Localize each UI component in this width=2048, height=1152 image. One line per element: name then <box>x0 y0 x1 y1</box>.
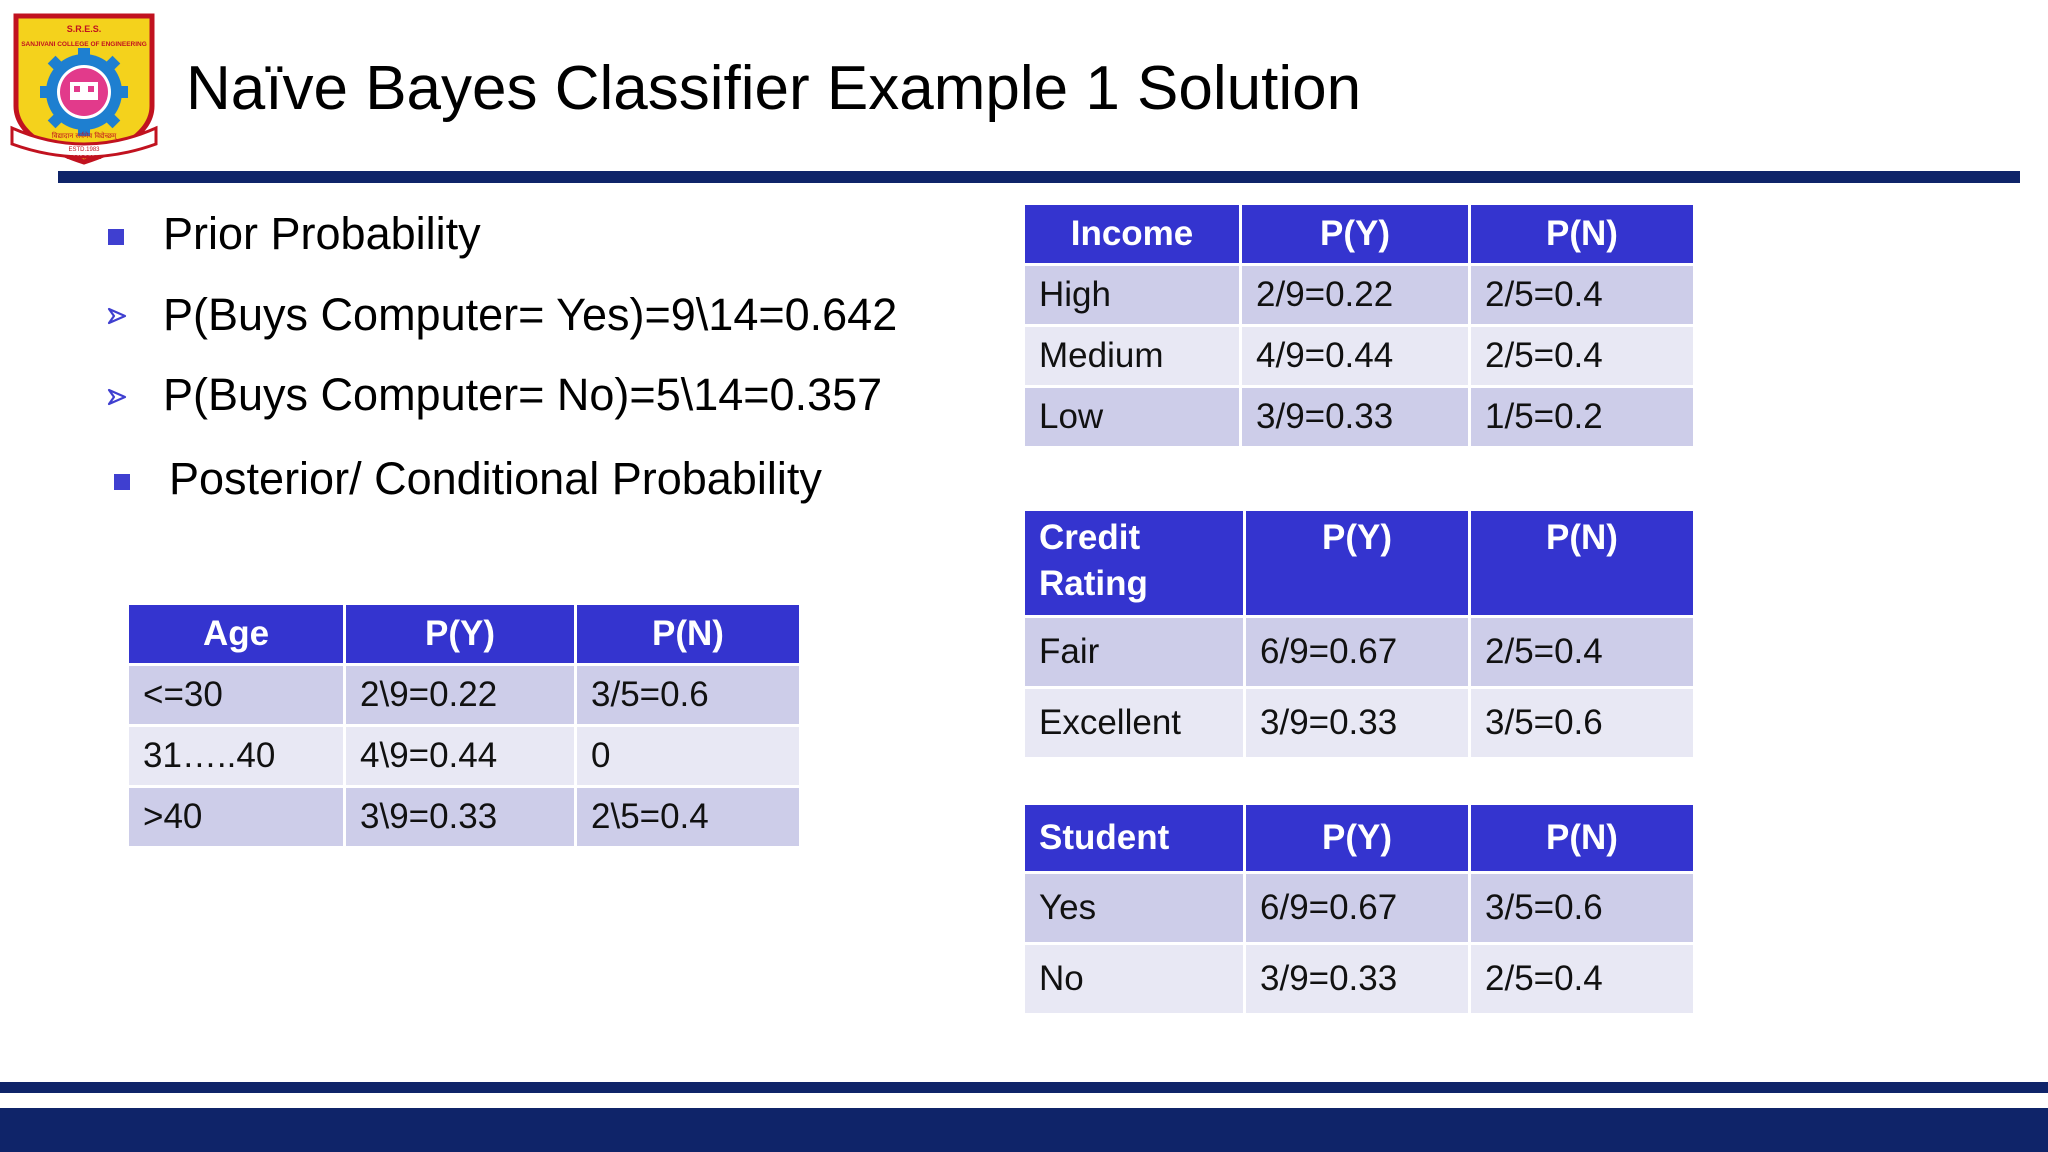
table-cell: 4\9=0.44 <box>346 727 574 785</box>
column-header: P(N) <box>1471 805 1693 871</box>
table-cell: Excellent <box>1025 689 1243 757</box>
table-cell: 3/9=0.33 <box>1246 945 1468 1013</box>
column-header: Credit Rating <box>1025 511 1243 615</box>
bullet-prob-yes: P(Buys Computer= Yes)=9\14=0.642 <box>163 289 898 340</box>
table-cell: 31…..40 <box>129 727 343 785</box>
square-bullet-icon <box>114 474 130 490</box>
table-row <box>1025 874 1693 942</box>
table-row <box>1025 266 1693 324</box>
table-cell: Medium <box>1025 327 1239 385</box>
column-header: P(N) <box>577 605 799 663</box>
table-header-row <box>1025 205 1693 263</box>
column-header: Student <box>1025 805 1243 871</box>
column-header: Income <box>1025 205 1239 263</box>
column-header: P(Y) <box>346 605 574 663</box>
table-row <box>129 666 799 724</box>
logo-place: KOPARGAON <box>66 155 102 161</box>
table-cell: 3/5=0.6 <box>1471 874 1693 942</box>
table-cell: 2/5=0.4 <box>1471 327 1693 385</box>
age-probability-table <box>126 602 802 849</box>
column-header: P(Y) <box>1246 805 1468 871</box>
table-cell: Yes <box>1025 874 1243 942</box>
table-cell: 2\9=0.22 <box>346 666 574 724</box>
table-cell: <=30 <box>129 666 343 724</box>
college-logo <box>4 10 164 168</box>
table-header-row <box>1025 805 1693 871</box>
table-cell: 3/5=0.6 <box>577 666 799 724</box>
table-row <box>1025 388 1693 446</box>
logo-motto: विद्यादान सर्वमेव विद्येच्छम् <box>51 132 117 140</box>
logo-estd: ESTD.1983 <box>68 147 100 153</box>
footer-thin-bar <box>0 1082 2048 1093</box>
bullet-prior-probability: Prior Probability <box>163 208 481 259</box>
table-cell: 0 <box>577 727 799 785</box>
column-header: Age <box>129 605 343 663</box>
table-cell: 3\9=0.33 <box>346 788 574 846</box>
column-header: P(Y) <box>1246 511 1468 615</box>
table-row <box>1025 618 1693 686</box>
table-header-row <box>129 605 799 663</box>
bullet-prob-no: P(Buys Computer= No)=5\14=0.357 <box>163 369 883 420</box>
footer-thick-bar <box>0 1108 2048 1152</box>
table-cell: High <box>1025 266 1239 324</box>
column-header: P(Y) <box>1242 205 1468 263</box>
table-cell: 6/9=0.67 <box>1246 874 1468 942</box>
student-probability-table <box>1022 802 1696 1016</box>
table-cell: 6/9=0.67 <box>1246 618 1468 686</box>
table-cell: 3/9=0.33 <box>1246 689 1468 757</box>
gear-icon <box>40 48 128 136</box>
bullet-posterior-probability: Posterior/ Conditional Probability <box>169 453 822 504</box>
table-cell: 3/5=0.6 <box>1471 689 1693 757</box>
table-row <box>1025 689 1693 757</box>
table-cell: 2/5=0.4 <box>1471 945 1693 1013</box>
column-header: P(N) <box>1471 511 1693 615</box>
table-cell: 3/9=0.33 <box>1242 388 1468 446</box>
income-probability-table <box>1022 202 1696 449</box>
column-header: P(N) <box>1471 205 1693 263</box>
table-cell: 2\5=0.4 <box>577 788 799 846</box>
table-cell: 1/5=0.2 <box>1471 388 1693 446</box>
table-cell: 2/5=0.4 <box>1471 618 1693 686</box>
title-underline <box>58 171 2020 183</box>
table-row <box>1025 945 1693 1013</box>
table-cell: Fair <box>1025 618 1243 686</box>
table-cell: No <box>1025 945 1243 1013</box>
table-header-row <box>1025 511 1693 615</box>
square-bullet-icon <box>108 229 124 245</box>
table-row <box>1025 327 1693 385</box>
slide-title: Naïve Bayes Classifier Example 1 Solution <box>186 54 1362 123</box>
logo-top-text: S.R.E.S. <box>66 24 102 34</box>
logo-college-name: SANJIVANI COLLEGE OF ENGINEERING <box>21 41 147 48</box>
table-cell: 2/9=0.22 <box>1242 266 1468 324</box>
table-cell: 2/5=0.4 <box>1471 266 1693 324</box>
credit-rating-probability-table <box>1022 508 1696 760</box>
table-cell: >40 <box>129 788 343 846</box>
table-cell: Low <box>1025 388 1239 446</box>
table-row <box>129 788 799 846</box>
table-cell: 4/9=0.44 <box>1242 327 1468 385</box>
table-row <box>129 727 799 785</box>
